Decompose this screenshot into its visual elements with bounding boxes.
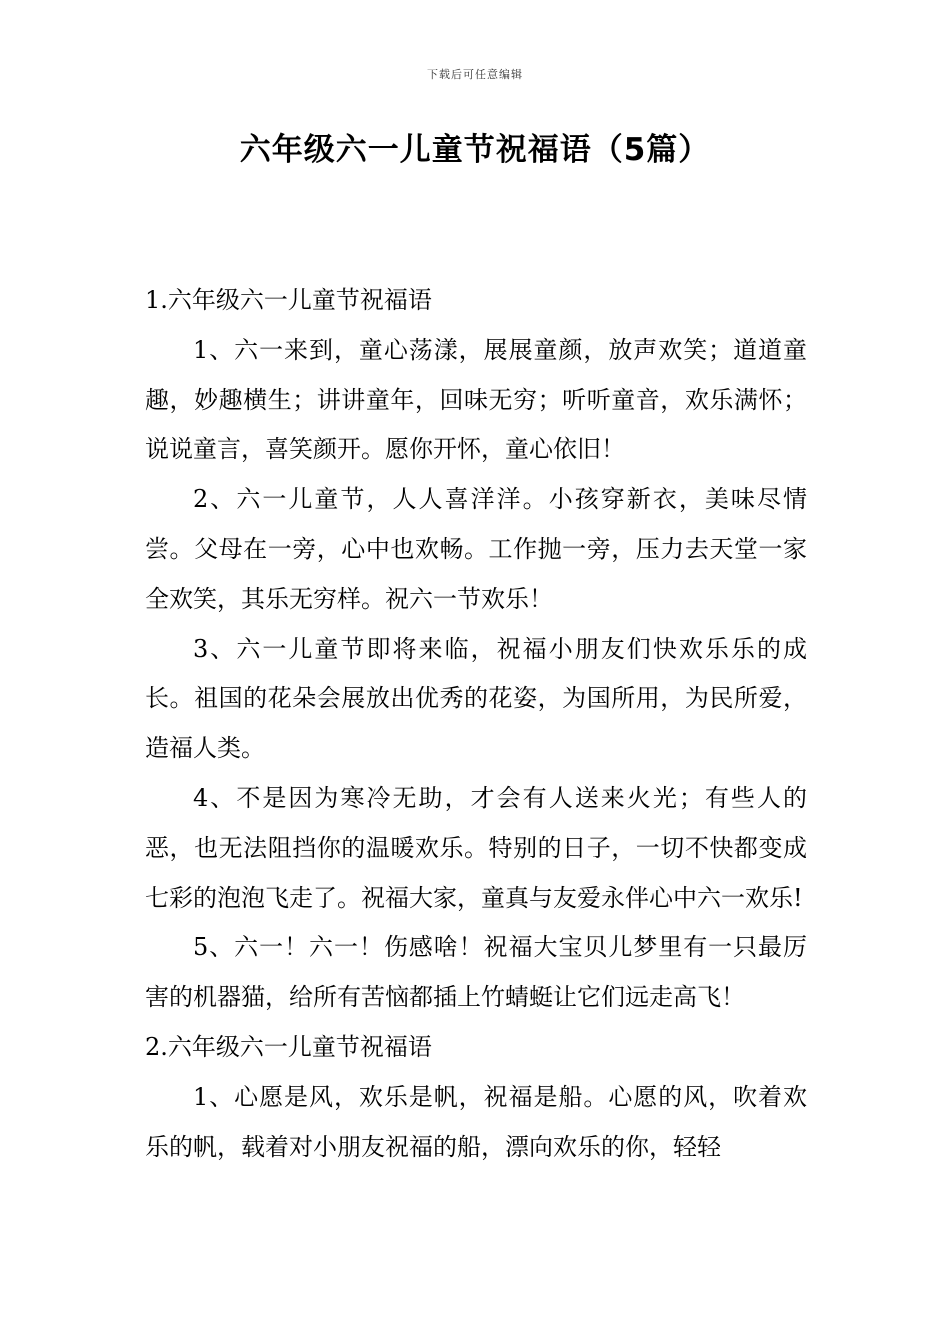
paragraph: 5、六一！六一！伤感啥！祝福大宝贝儿梦里有一只最厉害的机器猫，给所有苦恼都插上竹蜻蜓让它们远走高飞！	[145, 933, 807, 1012]
paragraph: 4、不是因为寒冷无助，才会有人送来火光；有些人的恶，也无法阻挡你的温暖欢乐。特别的日子，一切不快都变成七彩的泡泡飞走了。祝福大家，童真与友爱永伴心中六一欢乐!	[145, 783, 807, 912]
document-body	[145, 276, 807, 1172]
paragraph: 2、六一儿童节，人人喜洋洋。小孩穿新衣，美味尽情尝。父母在一旁，心中也欢畅。工作抛一旁，压力去天堂一家全欢笑，其乐无穷样。祝六一节欢乐！	[145, 485, 807, 613]
paragraph: 1、六一来到，童心荡漾，展展童颜，放声欢笑；道道童趣，妙趣横生；讲讲童年，回味无穷；听听童音，欢乐满怀；说说童言，喜笑颜开。愿你开怀，童心依旧！	[145, 335, 807, 464]
paragraph: 3、六一儿童节即将来临，祝福小朋友们快欢乐乐的成长。祖国的花朵会展放出优秀的花姿，为国所用，为民所爱，造福人类。	[145, 634, 807, 763]
header-note: 下载后可任意编辑	[427, 68, 523, 81]
paragraph: 1、心愿是风，欢乐是帆，祝福是船。心愿的风，吹着欢乐的帆，载着对小朋友祝福的船，漂向欢乐的你，轻轻	[145, 1082, 807, 1161]
section-heading: 1.六年级六一儿童节祝福语	[145, 286, 432, 314]
section-heading: 2.六年级六一儿童节祝福语	[145, 1032, 432, 1061]
document-title: 六年级六一儿童节祝福语（5篇）	[239, 132, 711, 168]
